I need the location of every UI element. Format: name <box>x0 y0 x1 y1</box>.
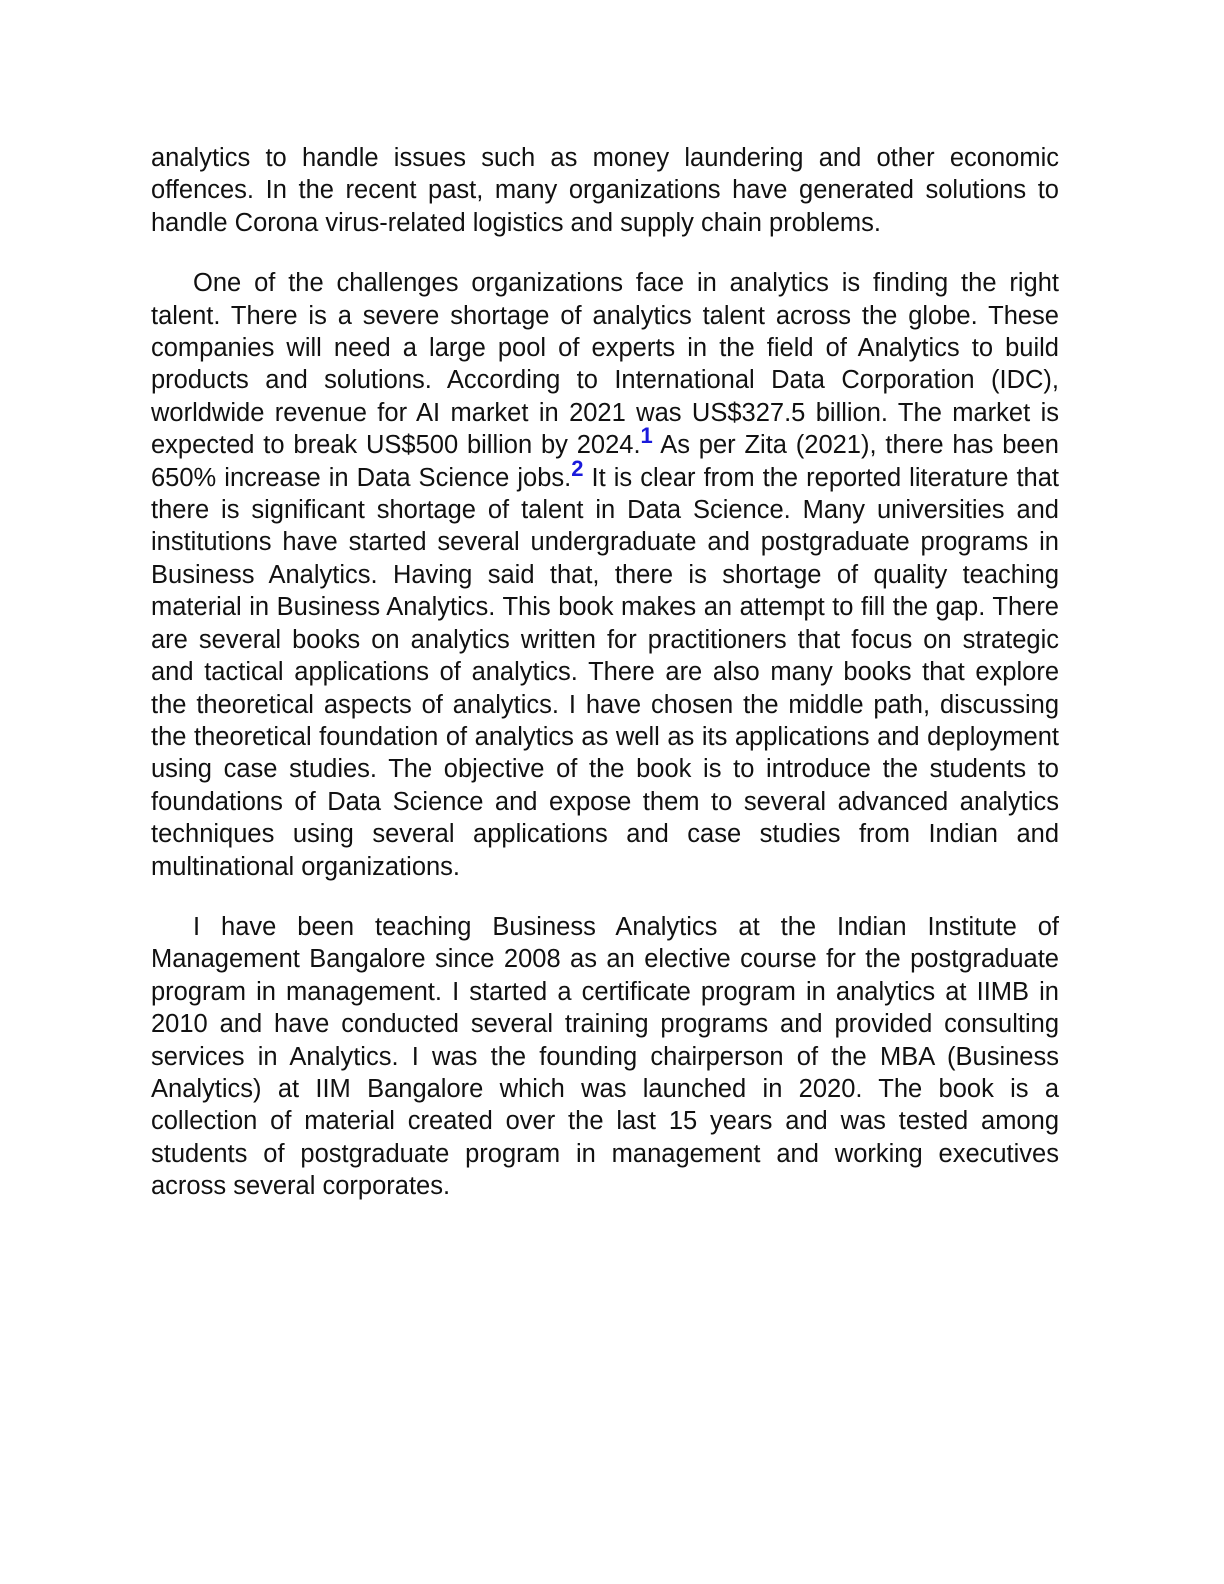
paragraph-text: I have been teaching Business Analytics at the Indian Institute of Management Bangalore since 2008 as an elective course for the postgraduate program in management. I started a certificate program in analytics at IIMB in 2010 and have conducted several training programs and provided consulting services in Analytics. I was the founding chairperson of the MBA (Business Analytics) at IIM Bangalore which was launched in 2020. The book is a collection of material created over the last 15 years and was tested among students of postgraduate program in management and working executives across several corporates. <box>151 912 1059 1201</box>
paragraph-text: analytics to handle issues such as money laundering and other economic offences. In the recent past, many organizations have generated solutions to handle Corona virus-related logistics and supply chain problems. <box>151 144 1059 237</box>
paragraph-text: As per Zita (2021), there has been 650% increase in Data Science jobs. <box>151 431 1059 492</box>
paragraph-text: One of the challenges organizations face in analytics is finding the right talent. There is a severe shortage of analytics talent across the globe. These companies will need a large pool of experts in the field of Analytics to build products and solutions. According to International Data Corporation (IDC), worldwide revenue for AI market in 2021 was US$327.5 billion. The market is expected to break US$500 billion by 2024. <box>151 269 1059 460</box>
paragraph-2 <box>151 267 1059 883</box>
paragraph-1 <box>151 142 1059 239</box>
document-page <box>151 142 1059 1203</box>
footnote-ref-1[interactable]: 1 <box>640 423 653 449</box>
paragraph-text: It is clear from the reported literature that there is significant shortage of talent in Data Science. Many universities and institutions have started several undergraduate and postgraduate programs in Business Analytics. Having said that, there is shortage of quality teaching material in Business Analytics. This book makes an attempt to fill the gap. There are several books on analytics written for practitioners that focus on strategic and tactical applications of analytics. There are also many books that explore the theoretical aspects of analytics. I have chosen the middle path, discussing the theoretical foundation of analytics as well as its applications and deployment using case studies. The objective of the book is to introduce the students to foundations of Data Science and expose them to several advanced analytics techniques using several applications and case studies from Indian and multinational organizations. <box>151 463 1059 881</box>
footnote-ref-2[interactable]: 2 <box>571 455 584 481</box>
paragraph-3 <box>151 911 1059 1203</box>
